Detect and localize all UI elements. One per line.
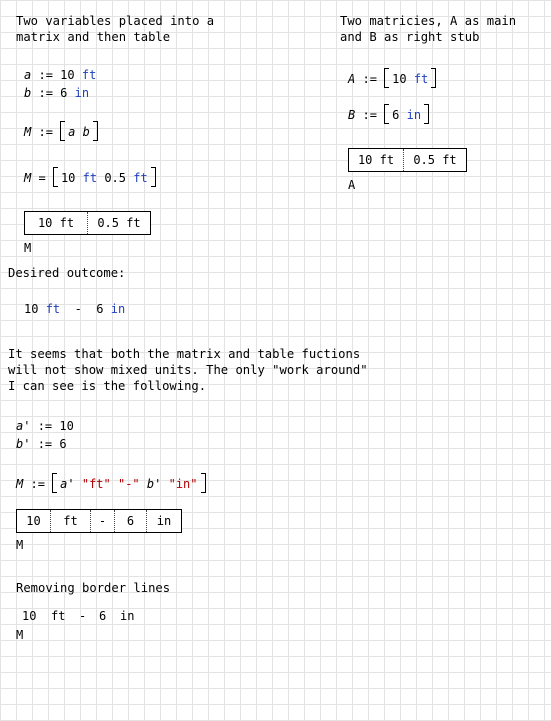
definition-a-prime[interactable]: a' := 10 — [16, 419, 74, 433]
definition-matrix-M[interactable]: M := a b — [24, 121, 98, 141]
definition-b[interactable]: b := 6 in — [24, 86, 90, 100]
definition-matrix-A[interactable]: A := 10 ft — [348, 68, 436, 88]
evaluation-matrix-M[interactable]: M = 10 ft 0.5 ft — [24, 167, 156, 187]
bracket-left — [53, 167, 58, 187]
removing-border-heading: Removing border lines — [16, 581, 171, 595]
table-cell: 6 — [99, 609, 107, 623]
right-header-line-1: Two matricies, A as main — [340, 14, 517, 28]
desired-outcome-heading: Desired outcome: — [8, 266, 126, 280]
table-cell: 6 — [114, 510, 146, 532]
table-M[interactable] — [24, 211, 151, 235]
table-cell: ft — [51, 609, 66, 623]
table-cell: 0.5 ft — [403, 149, 466, 171]
explanation-line-1: It seems that both the matrix and table fuctions — [8, 347, 361, 361]
bracket-right — [151, 167, 156, 187]
left-header-line-2: matrix and then table — [16, 30, 171, 44]
right-header-line-2: and B as right stub — [340, 30, 480, 44]
table-cell: 10 — [22, 609, 37, 623]
table-A-label: A — [348, 178, 356, 192]
table-M-strings-label: M — [16, 538, 24, 552]
bracket-right — [201, 473, 206, 493]
table-M-strings[interactable] — [16, 509, 182, 533]
definition-b-prime[interactable]: b' := 6 — [16, 437, 67, 451]
explanation-line-3: I can see is the following. — [8, 379, 207, 393]
table-cell: 10 ft — [357, 153, 395, 167]
table-cell: 0.5 ft — [87, 212, 150, 234]
definition-matrix-B[interactable]: B := 6 in — [348, 104, 429, 124]
table-cell: 10 — [26, 514, 41, 528]
bracket-left — [52, 473, 57, 493]
bracket-right — [93, 121, 98, 141]
bracket-left — [384, 68, 389, 88]
explanation-line-2: will not show mixed units. The only "work around" — [8, 363, 368, 377]
table-cell: in — [120, 609, 135, 623]
table-A[interactable] — [348, 148, 467, 172]
desired-outcome-value: 10 ft - 6 in — [24, 302, 126, 316]
bracket-left — [60, 121, 65, 141]
table-cell: ft — [50, 510, 90, 532]
table-cell: 10 ft — [37, 216, 75, 230]
bracket-right — [431, 68, 436, 88]
bracket-left — [384, 104, 389, 124]
table-M-borderless-label: M — [16, 628, 24, 642]
table-cell: - — [79, 609, 87, 623]
definition-a[interactable]: a := 10 ft — [24, 68, 97, 82]
table-cell: - — [90, 510, 114, 532]
table-M-label: M — [24, 241, 32, 255]
definition-matrix-M-strings[interactable]: M := a' "ft" "-" b' "in" — [16, 473, 206, 493]
table-M-borderless[interactable] — [16, 607, 146, 625]
bracket-right — [424, 104, 429, 124]
table-cell: in — [146, 510, 181, 532]
left-header-line-1: Two variables placed into a — [16, 14, 215, 28]
